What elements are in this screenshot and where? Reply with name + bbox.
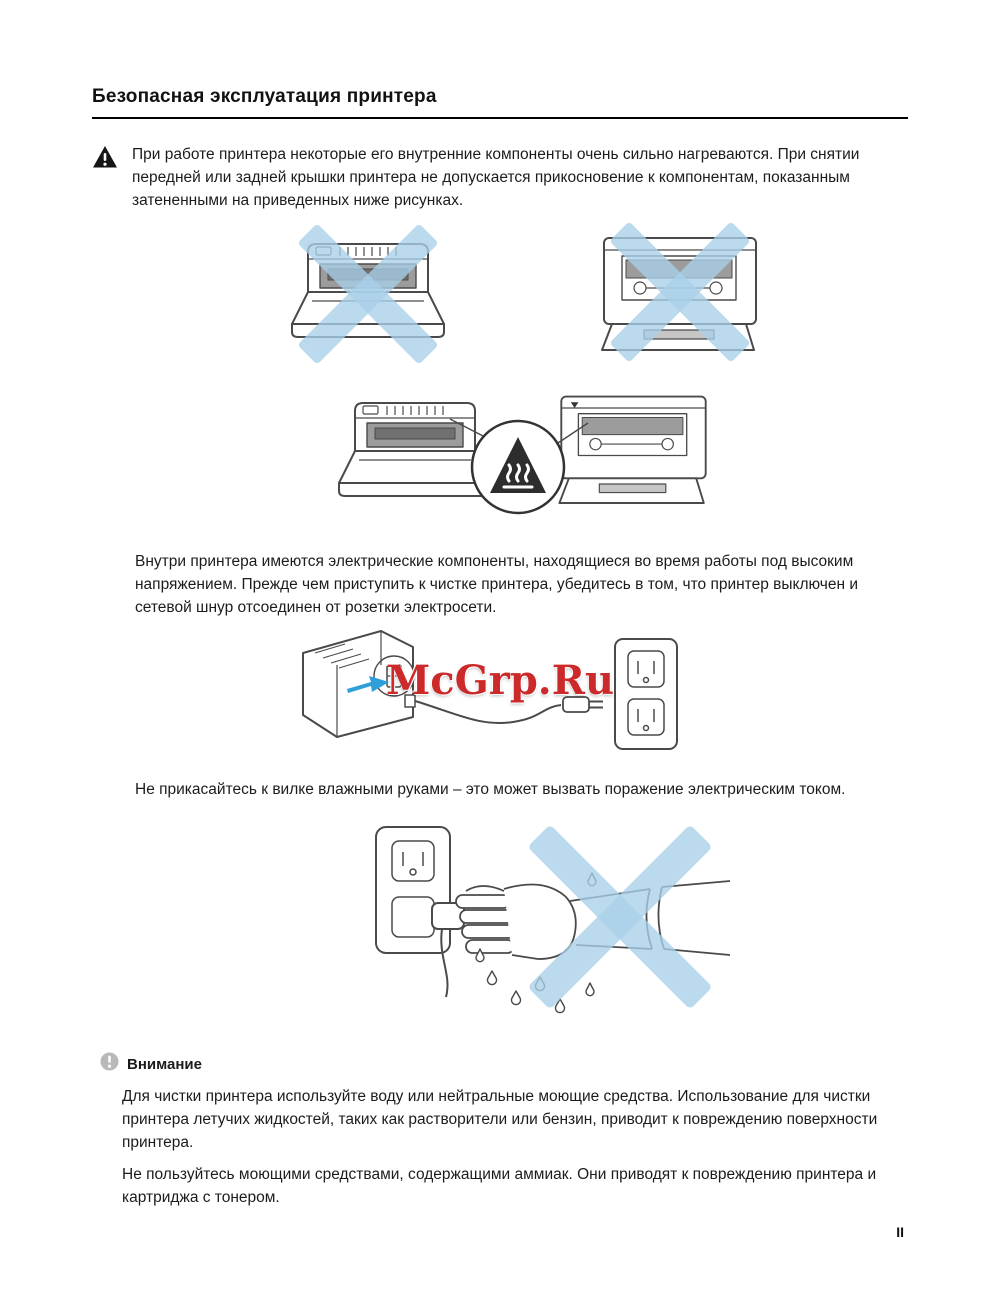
watermark: McGrp.Ru [385,657,615,704]
warning-text: При работе принтера некоторые его внутренние компоненты очень сильно нагреваются. При снятии передней или задней крышки принтера не допускается прикосновение к компонентам, показанным затененными на приведенных ниже рисунках. [132,146,860,209]
page-title: Безопасная эксплуатация принтера [92,86,437,107]
figure-wet-hands-crossed-out [92,807,908,1034]
page-number: II [896,1224,904,1240]
paragraph-cleaning-agents: Для чистки принтера используйте воду или нейтральные моющие средства. Использование для чистки принтера летучих жидкостей, таких как растворители или бензин, приводит к повреждению поверхности принтера. [122,1088,878,1151]
paragraph-high-voltage: Внутри принтера имеются электрические компоненты, находящиеся во время работы под высоким напряжением. Прежде чем приступить к чистке принтера, убедитесь в том, что принтер выключен и сетевой шнур отсоединен от розетки электросети. [135,553,859,616]
attention-heading: Внимание [127,1055,202,1073]
paragraph-ammonia: Не пользуйтесь моющими средствами, содержащими аммиак. Они приводят к повреждению принтера и картриджа с тонером. [122,1166,877,1206]
figure-hot-surface-warning [92,377,908,542]
figure-hot-parts-crossed-out [92,220,908,375]
figure-unplug-printer [92,625,908,768]
paragraph-wet-hands: Не прикасайтесь к вилке влажными руками – это может вызвать поражение электрическим током. [135,781,846,798]
warning-section [92,143,908,212]
warning-triangle-icon [92,145,118,174]
attention-circle-icon [100,1052,119,1076]
hot-surface-triangle-icon [472,421,564,513]
attention-section [92,1052,908,1209]
title-rule [92,117,908,119]
